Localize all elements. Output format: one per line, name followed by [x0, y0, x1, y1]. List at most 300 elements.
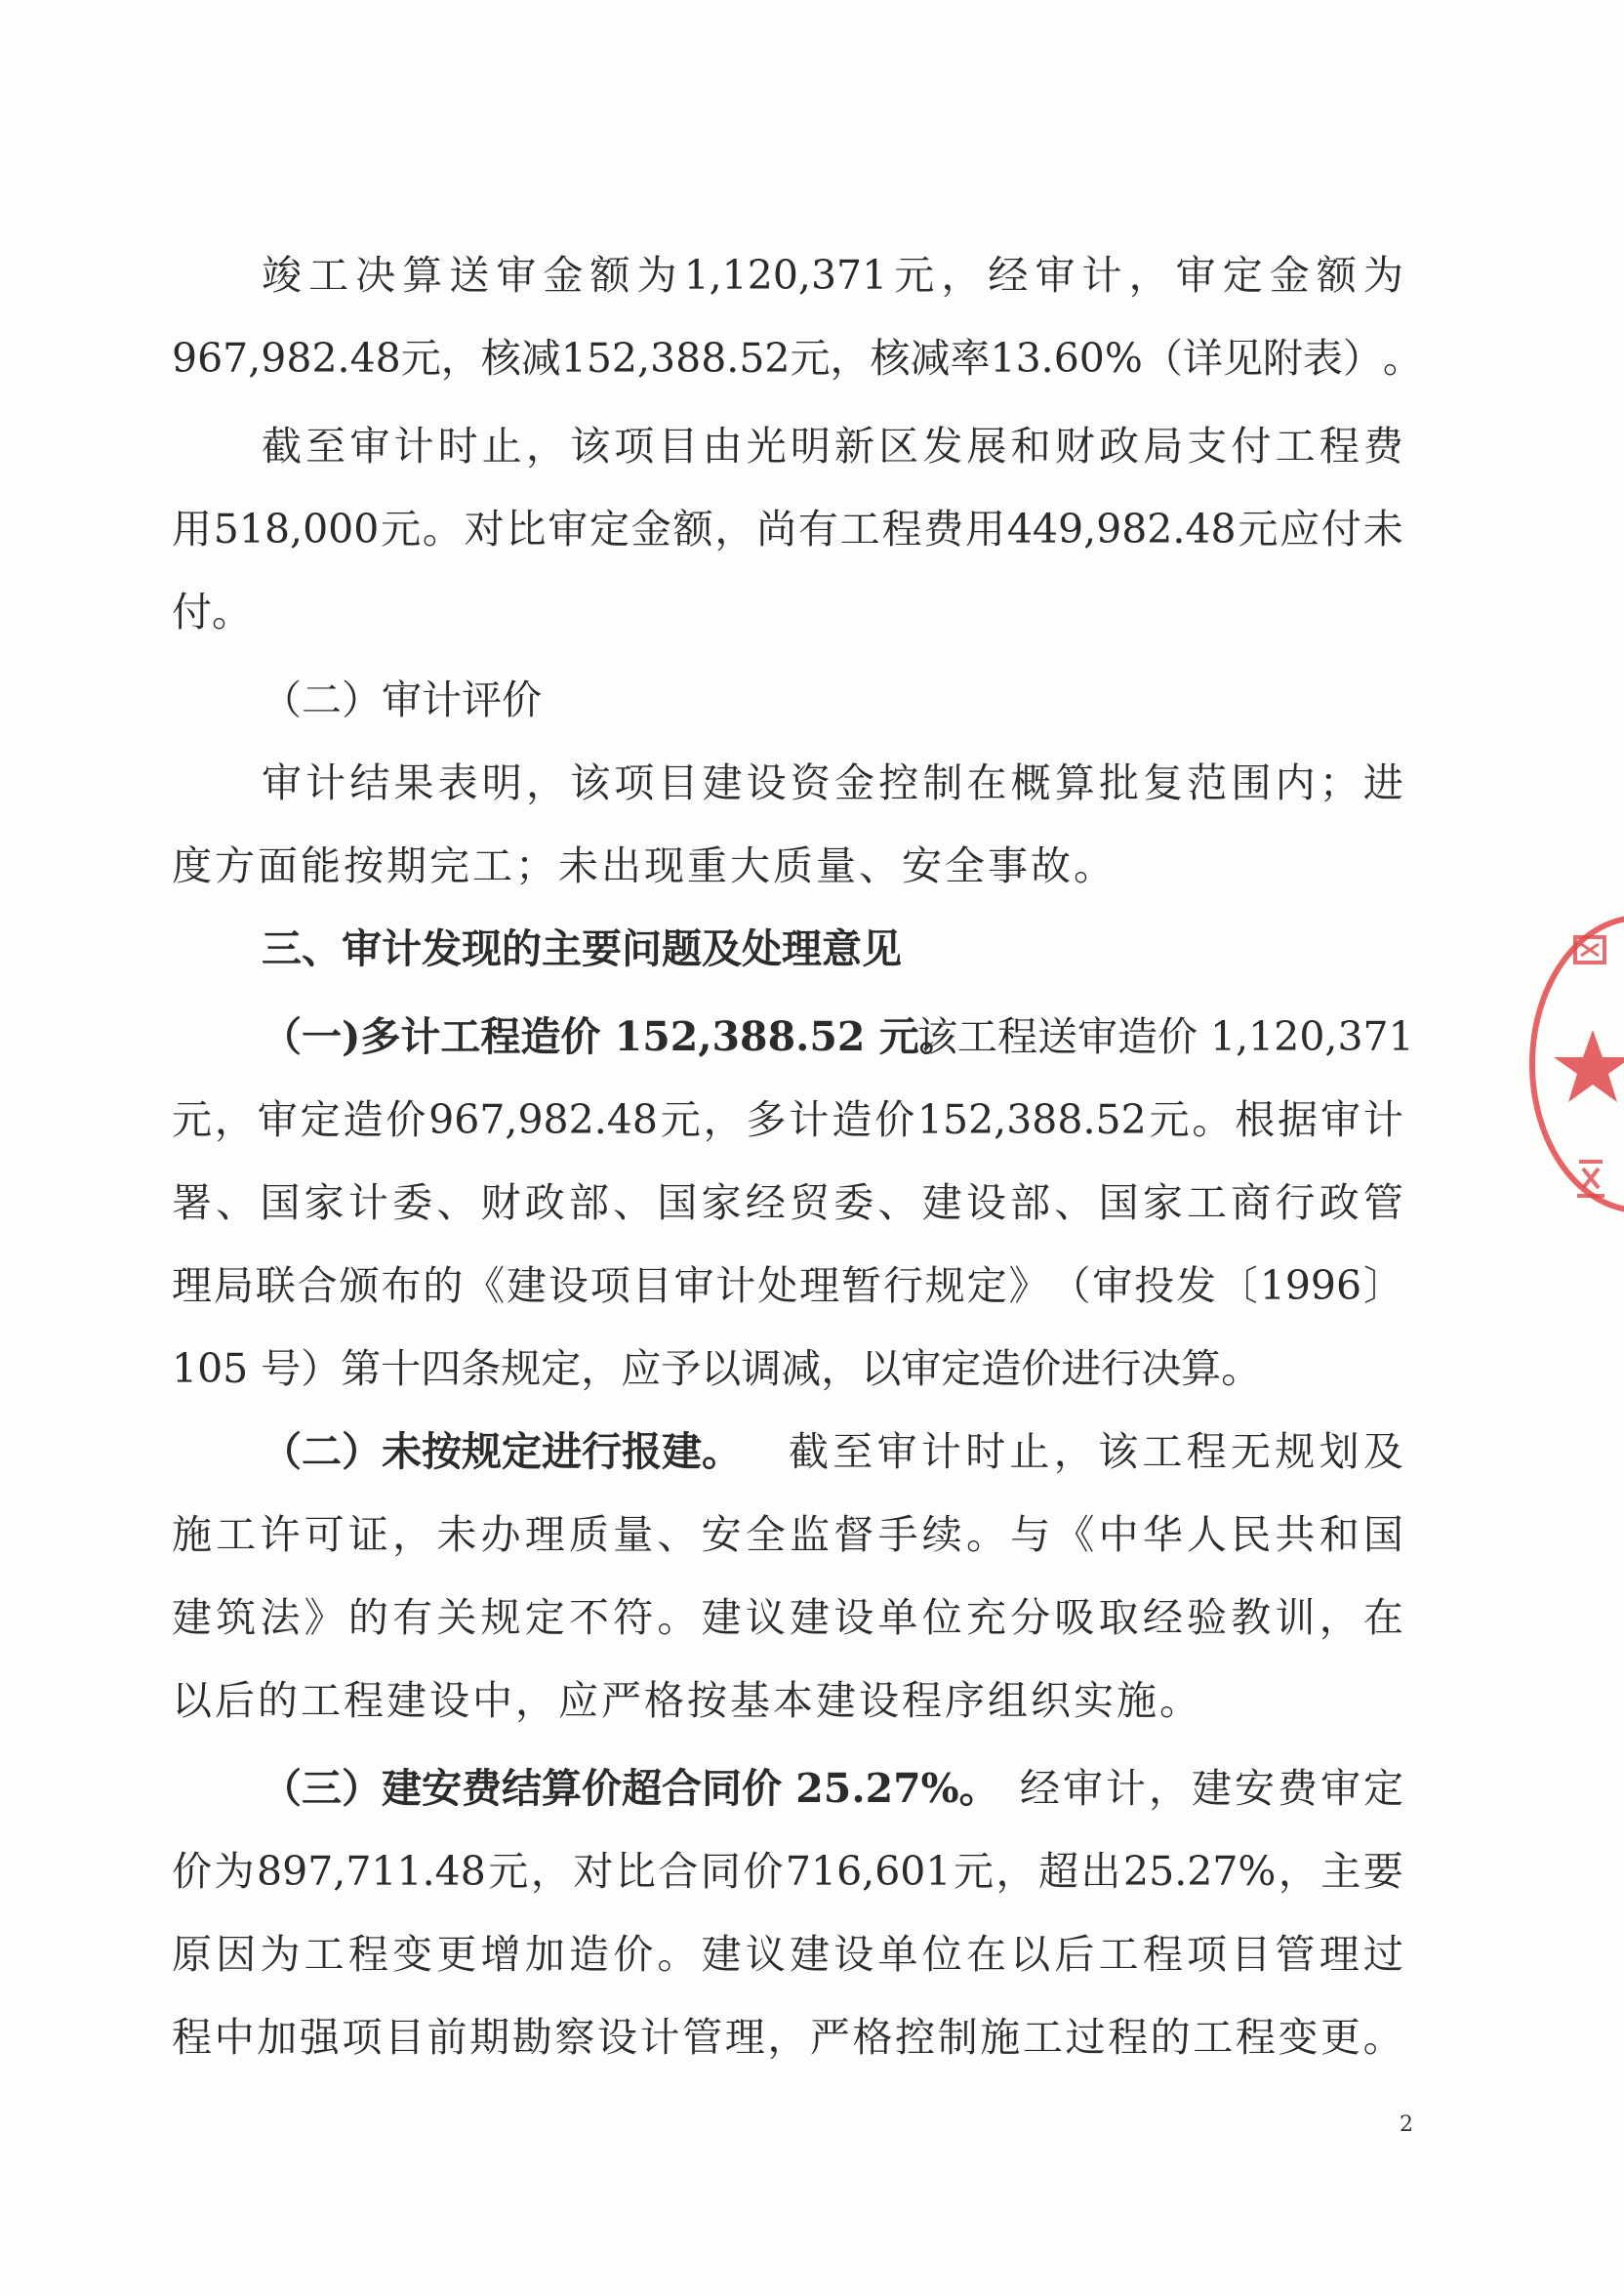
glyph: 工 — [304, 1931, 345, 1978]
glyph: 449,982.48 — [1006, 506, 1237, 553]
glyph: 据 — [1278, 1096, 1319, 1143]
glyph: 审 — [349, 423, 390, 470]
glyph: ， — [214, 1096, 255, 1143]
glyph: 元 — [488, 1848, 529, 1895]
glyph: 控 — [895, 2014, 936, 2061]
text-line: 付。 — [172, 589, 252, 636]
glyph: 明 — [481, 759, 522, 806]
text-line — [172, 485, 1403, 573]
glyph: 计 — [1081, 252, 1122, 299]
paragraph-4-line-1 — [0, 993, 1624, 1081]
glyph: 暂 — [841, 1262, 881, 1309]
glyph: 政 — [1319, 1179, 1360, 1226]
glyph: 后 — [1054, 1931, 1095, 1978]
paragraph-4-line-5 — [0, 1325, 1624, 1413]
glyph: 财 — [480, 1179, 521, 1226]
glyph: ， — [440, 335, 481, 382]
glyph: 前 — [426, 2014, 467, 2061]
glyph: 目 — [1231, 1931, 1272, 1978]
glyph: 出 — [1080, 1848, 1121, 1895]
glyph: 审 — [876, 1428, 917, 1475]
text-line — [172, 1242, 1403, 1330]
glyph: 单 — [877, 1594, 918, 1641]
glyph: 局 — [213, 1262, 254, 1309]
glyph: 》 — [304, 1594, 345, 1641]
paragraph-6-line-2 — [0, 1827, 1624, 1915]
glyph: 续 — [921, 1511, 962, 1558]
glyph: 审 — [1092, 1262, 1133, 1309]
text-line — [172, 1491, 1403, 1578]
glyph: 元 — [953, 1848, 994, 1895]
glyph: 国 — [1362, 1511, 1403, 1558]
glyph: 定 — [966, 1262, 1007, 1309]
glyph: 程 — [1186, 1428, 1227, 1475]
glyph: 算 — [1054, 759, 1095, 806]
glyph: 967,982.48 — [428, 1096, 658, 1143]
text-line — [172, 1827, 1403, 1915]
text-line: 度方面能按期完工；未出现重大质量、安全事故。 — [172, 842, 1116, 889]
glyph: 计 — [639, 2014, 680, 2061]
glyph: 审 — [548, 506, 589, 553]
paragraph-3-line-2 — [0, 822, 1624, 910]
glyph: ， — [525, 423, 566, 470]
glyph: 多 — [746, 1096, 787, 1143]
glyph: 单 — [877, 1931, 918, 1978]
glyph: 增 — [480, 1931, 521, 1978]
issue-1-title: （一)多计工程造价 152,388.52 元。 — [262, 1013, 959, 1060]
glyph: 加 — [257, 2014, 298, 2061]
glyph: 金 — [1269, 252, 1310, 299]
glyph: 额 — [672, 506, 713, 553]
paragraph-6-line-4 — [0, 1993, 1624, 2081]
glyph: 未 — [1362, 506, 1403, 553]
glyph: 理 — [172, 1262, 212, 1309]
issue-3-title: （三）建安费结算价超合同价 25.27%。 — [262, 1765, 999, 1812]
glyph: 验 — [1187, 1594, 1228, 1641]
glyph: ， — [703, 1096, 744, 1143]
glyph: 分 — [1010, 1594, 1051, 1641]
glyph: 范 — [1187, 759, 1228, 806]
paragraph-1-line-2 — [0, 314, 1624, 402]
glyph: 部 — [568, 1179, 609, 1226]
glyph: 委 — [392, 1179, 433, 1226]
text-line — [172, 314, 1423, 402]
glyph: 审 — [1320, 1096, 1360, 1143]
glyph: 见 — [1222, 335, 1263, 382]
glyph: 造 — [568, 1931, 609, 1978]
glyph: 设 — [746, 759, 787, 806]
glyph: 合 — [658, 1848, 699, 1895]
glyph: 管 — [682, 2014, 723, 2061]
glyph: 投 — [1134, 1262, 1175, 1309]
glyph: 详 — [1182, 335, 1223, 382]
glyph: 定 — [589, 506, 630, 553]
glyph: 量 — [613, 1511, 654, 1558]
glyph: 。 — [422, 506, 463, 553]
glyph: 合 — [297, 1262, 338, 1309]
glyph: 施 — [980, 2014, 1021, 2061]
glyph: 审 — [1175, 252, 1216, 299]
text-line — [1020, 1744, 1403, 1832]
glyph: 和 — [1010, 423, 1051, 470]
glyph: ， — [525, 759, 566, 806]
paragraph-4-line-4 — [0, 1242, 1624, 1330]
glyph: 13.60% — [990, 335, 1143, 382]
text-line — [262, 739, 1403, 827]
glyph: 〔 — [1217, 1262, 1258, 1309]
glyph: 程 — [1235, 2014, 1276, 2061]
glyph: 建 — [921, 1179, 962, 1226]
glyph: 程 — [1108, 2014, 1149, 2061]
glyph: 元 — [172, 1096, 212, 1143]
glyph: 目 — [384, 2014, 425, 2061]
glyph: 审 — [257, 1096, 298, 1143]
glyph: 手 — [877, 1511, 918, 1558]
glyph: 、 — [216, 1179, 257, 1226]
glyph: 该 — [570, 759, 611, 806]
glyph: ， — [1149, 1765, 1189, 1812]
glyph: 期 — [469, 2014, 510, 2061]
glyph: 。 — [1382, 335, 1423, 382]
glyph: 定 — [1222, 252, 1263, 299]
glyph: 国 — [260, 1179, 301, 1226]
glyph: 计 — [347, 1179, 388, 1226]
glyph: 部 — [1010, 1179, 1051, 1226]
glyph: 计 — [393, 423, 434, 470]
glyph: 止 — [1009, 1428, 1050, 1475]
paragraph-4-line-2 — [0, 1076, 1624, 1164]
glyph: 办 — [480, 1511, 521, 1558]
glyph: 表 — [437, 759, 478, 806]
heading-audit-evaluation — [0, 656, 1624, 744]
text-line — [789, 1408, 1403, 1496]
glyph: 967,982.48 — [172, 335, 401, 382]
glyph: 规 — [924, 1262, 965, 1309]
glyph: 筑 — [216, 1594, 257, 1641]
glyph: 主 — [1320, 1848, 1361, 1895]
glyph: 518,000 — [213, 506, 380, 553]
glyph: 建 — [790, 1931, 831, 1978]
glyph: 的 — [347, 1594, 388, 1641]
glyph: 局 — [1143, 423, 1184, 470]
glyph: 定 — [524, 1594, 565, 1641]
glyph: ， — [995, 1848, 1036, 1895]
glyph: 布 — [381, 1262, 422, 1309]
glyph: 元 — [790, 335, 831, 382]
glyph: 经 — [1020, 1765, 1060, 1812]
glyph: 审 — [673, 1262, 714, 1309]
glyph: 区 — [878, 423, 919, 470]
glyph: 经 — [988, 252, 1029, 299]
glyph: 项 — [614, 423, 655, 470]
red-seal-stamp — [1524, 903, 1624, 1225]
glyph: 付 — [1231, 423, 1272, 470]
glyph: 格 — [852, 2014, 893, 2061]
glyph: 审 — [262, 759, 302, 806]
glyph: 截 — [789, 1428, 829, 1475]
glyph: 过 — [1065, 2014, 1106, 2061]
glyph: 建 — [701, 1931, 742, 1978]
glyph: 审 — [1063, 1765, 1103, 1812]
glyph: 至 — [305, 423, 346, 470]
paragraph-1-line-1 — [0, 231, 1624, 319]
glyph: 目 — [658, 759, 699, 806]
glyph: 贸 — [790, 1179, 831, 1226]
glyph: 取 — [1098, 1594, 1139, 1641]
glyph: 财 — [1054, 423, 1095, 470]
glyph: 时 — [965, 1428, 1006, 1475]
glyph: 计 — [1362, 1096, 1403, 1143]
glyph: 管 — [1275, 1931, 1316, 1978]
glyph: 该 — [1098, 1428, 1139, 1475]
glyph: 尚 — [756, 506, 797, 553]
glyph: 设 — [965, 1179, 1006, 1226]
text-line: 105 号）第十四条规定，应予以调减，以审定造价进行决算。 — [172, 1345, 1262, 1392]
glyph: 的 — [423, 1262, 464, 1309]
glyph: 无 — [1230, 1428, 1271, 1475]
glyph: 训 — [1275, 1594, 1316, 1641]
glyph: 国 — [657, 1179, 698, 1226]
glyph: 进 — [1362, 759, 1403, 806]
glyph: 更 — [1320, 2014, 1361, 2061]
section-heading: （二）审计评价 — [262, 676, 542, 723]
glyph: 时 — [437, 423, 478, 470]
glyph: 家 — [1142, 1179, 1183, 1226]
glyph: 、 — [436, 1179, 477, 1226]
glyph: 控 — [878, 759, 919, 806]
glyph: 由 — [702, 423, 743, 470]
glyph: 项 — [342, 2014, 383, 2061]
glyph: 严 — [809, 2014, 850, 2061]
glyph: 有 — [797, 506, 838, 553]
glyph: 明 — [790, 423, 831, 470]
glyph: 施 — [172, 1511, 212, 1558]
glyph: 716,601 — [785, 1848, 952, 1895]
glyph: 家 — [701, 1179, 742, 1226]
glyph: 家 — [304, 1179, 345, 1226]
glyph: ， — [1053, 1428, 1094, 1475]
glyph: 费 — [923, 506, 964, 553]
glyph: 金 — [630, 506, 671, 553]
glyph: 审 — [1320, 1765, 1360, 1812]
glyph: 建 — [507, 1262, 547, 1309]
glyph: 〕 — [1362, 1262, 1403, 1309]
glyph: 工 — [308, 252, 349, 299]
glyph: 竣 — [262, 252, 302, 299]
glyph: 额 — [589, 252, 630, 299]
glyph: 吸 — [1054, 1594, 1095, 1641]
glyph: ） — [1342, 335, 1383, 382]
glyph: 金 — [543, 252, 584, 299]
glyph: 程 — [1319, 423, 1360, 470]
glyph: 制 — [937, 2014, 978, 2061]
glyph: 。 — [965, 1511, 1006, 1558]
glyph: 为 — [1362, 252, 1403, 299]
glyph: 元 — [894, 252, 935, 299]
glyph: 897,711.48 — [257, 1848, 486, 1895]
glyph: 中 — [214, 2014, 255, 2061]
glyph: 理 — [524, 1511, 565, 1558]
glyph: ， — [941, 252, 982, 299]
paragraph-2-line-1 — [0, 402, 1624, 490]
text-line: 以后的工程建设中，应严格按基本建设程序组织实施。 — [172, 1677, 1202, 1724]
glyph: 光 — [746, 423, 787, 470]
glyph: 核 — [480, 335, 521, 382]
glyph: 原 — [172, 1931, 212, 1978]
glyph: ， — [830, 335, 871, 382]
paragraph-6-line-3 — [0, 1910, 1624, 1998]
glyph: 同 — [700, 1848, 741, 1895]
glyph: 比 — [615, 1848, 656, 1895]
glyph: 价 — [874, 1096, 915, 1143]
glyph: 新 — [834, 423, 875, 470]
glyph: 理 — [1319, 1931, 1360, 1978]
glyph: 围 — [1231, 759, 1272, 806]
glyph: 联 — [255, 1262, 296, 1309]
glyph: 为 — [214, 1848, 255, 1895]
glyph: 更 — [436, 1931, 477, 1978]
glyph: 附 — [1262, 335, 1303, 382]
glyph: 项 — [589, 1262, 630, 1309]
glyph: 设 — [833, 1594, 874, 1641]
glyph: ， — [714, 506, 755, 553]
glyph: 政 — [1098, 423, 1139, 470]
glyph: 监 — [790, 1511, 831, 1558]
glyph: 资 — [790, 759, 831, 806]
glyph: 工 — [1187, 1179, 1228, 1226]
glyph: 项 — [1187, 1931, 1228, 1978]
glyph: 费 — [1278, 1765, 1318, 1812]
glyph: 造 — [832, 1096, 873, 1143]
paragraph-6-line-1 — [0, 1744, 1624, 1832]
text-line — [172, 1910, 1403, 1998]
glyph: 概 — [1010, 759, 1051, 806]
glyph: 经 — [1142, 1594, 1183, 1641]
glyph: 不 — [568, 1594, 609, 1641]
glyph: 变 — [392, 1931, 433, 1978]
glyph: 。 — [1362, 2014, 1403, 2061]
glyph: 共 — [1275, 1511, 1316, 1558]
glyph: 政 — [524, 1179, 565, 1226]
issue-2-title: （二）未按规定进行报建。 — [262, 1428, 742, 1475]
glyph: 、 — [1054, 1179, 1095, 1226]
glyph: 价 — [386, 1096, 426, 1143]
glyph: 工 — [1098, 1931, 1139, 1978]
glyph: 制 — [922, 759, 963, 806]
glyph: 建 — [702, 759, 743, 806]
glyph: 以 — [1010, 1931, 1051, 1978]
glyph: 规 — [480, 1594, 521, 1641]
glyph: ； — [1319, 759, 1360, 806]
paragraph-2-line-3 — [0, 568, 1624, 656]
glyph: 充 — [965, 1594, 1006, 1641]
glyph: ， — [767, 2014, 808, 2061]
glyph: 减 — [910, 335, 951, 382]
glyph: 减 — [520, 335, 561, 382]
glyph: 根 — [1235, 1096, 1276, 1143]
glyph: 程 — [1142, 1931, 1183, 1978]
text-line — [172, 1574, 1403, 1661]
glyph: 建 — [172, 1594, 212, 1641]
glyph: 发 — [922, 423, 963, 470]
glyph: 处 — [757, 1262, 798, 1309]
glyph: 展 — [966, 423, 1007, 470]
glyph: 批 — [1098, 759, 1139, 806]
glyph: 行 — [1275, 1179, 1316, 1226]
glyph: 署 — [172, 1179, 212, 1226]
glyph: 在 — [965, 1931, 1006, 1978]
glyph: 过 — [1362, 1931, 1403, 1978]
paragraph-5-line-3 — [0, 1574, 1624, 1661]
text-line: 该工程送审造价 1,120,371 — [917, 1013, 1414, 1060]
glyph: 和 — [1319, 1511, 1360, 1558]
glyph: 设 — [833, 1931, 874, 1978]
glyph: 复 — [1143, 759, 1184, 806]
glyph: 国 — [1098, 1179, 1139, 1226]
glyph: 设 — [548, 1262, 589, 1309]
glyph: 议 — [745, 1594, 786, 1641]
glyph: 在 — [966, 759, 1007, 806]
glyph: 至 — [832, 1428, 873, 1475]
glyph: 颁 — [339, 1262, 380, 1309]
seal-graphic — [1524, 903, 1624, 1225]
glyph: 建 — [790, 1594, 831, 1641]
glyph: 对 — [573, 1848, 614, 1895]
glyph: 元 — [660, 1096, 701, 1143]
glyph: 商 — [1231, 1179, 1272, 1226]
glyph: 安 — [701, 1511, 742, 1558]
glyph: 可 — [304, 1511, 345, 1558]
glyph: 目 — [631, 1262, 672, 1309]
glyph: 程 — [172, 2014, 212, 2061]
glyph: 内 — [1275, 759, 1316, 806]
glyph: 人 — [1187, 1511, 1228, 1558]
glyph: 督 — [833, 1511, 874, 1558]
paragraph-5-line-4 — [0, 1657, 1624, 1744]
glyph: 程 — [347, 1931, 388, 1978]
glyph: 工 — [1022, 2014, 1063, 2061]
glyph: ， — [1128, 252, 1169, 299]
glyph: 152,388.52 — [560, 335, 791, 382]
glyph: 强 — [299, 2014, 340, 2061]
glyph: 工 — [1142, 1428, 1183, 1475]
glyph: ， — [1319, 1594, 1360, 1641]
glyph: 结 — [349, 759, 390, 806]
text-line — [262, 402, 1403, 490]
glyph: 决 — [355, 252, 396, 299]
glyph: 元 — [400, 335, 441, 382]
glyph: 表 — [1302, 335, 1343, 382]
glyph: 经 — [745, 1179, 786, 1226]
glyph: ， — [530, 1848, 571, 1895]
glyph: 行 — [882, 1262, 923, 1309]
glyph: 工 — [839, 506, 880, 553]
glyph: 计 — [920, 1428, 961, 1475]
glyph: 。 — [657, 1931, 698, 1978]
glyph: 建 — [1192, 1765, 1232, 1812]
glyph: 1996 — [1259, 1262, 1362, 1309]
glyph: 率 — [950, 335, 991, 382]
glyph: 理 — [799, 1262, 840, 1309]
glyph: 》 — [1008, 1262, 1049, 1309]
glyph: 《 — [1054, 1511, 1095, 1558]
glyph: 未 — [436, 1511, 477, 1558]
glyph: 在 — [1362, 1594, 1403, 1641]
glyph: 的 — [1150, 2014, 1191, 2061]
glyph: 安 — [1235, 1765, 1275, 1812]
glyph: ， — [1278, 1848, 1319, 1895]
glyph: ， — [392, 1511, 433, 1558]
